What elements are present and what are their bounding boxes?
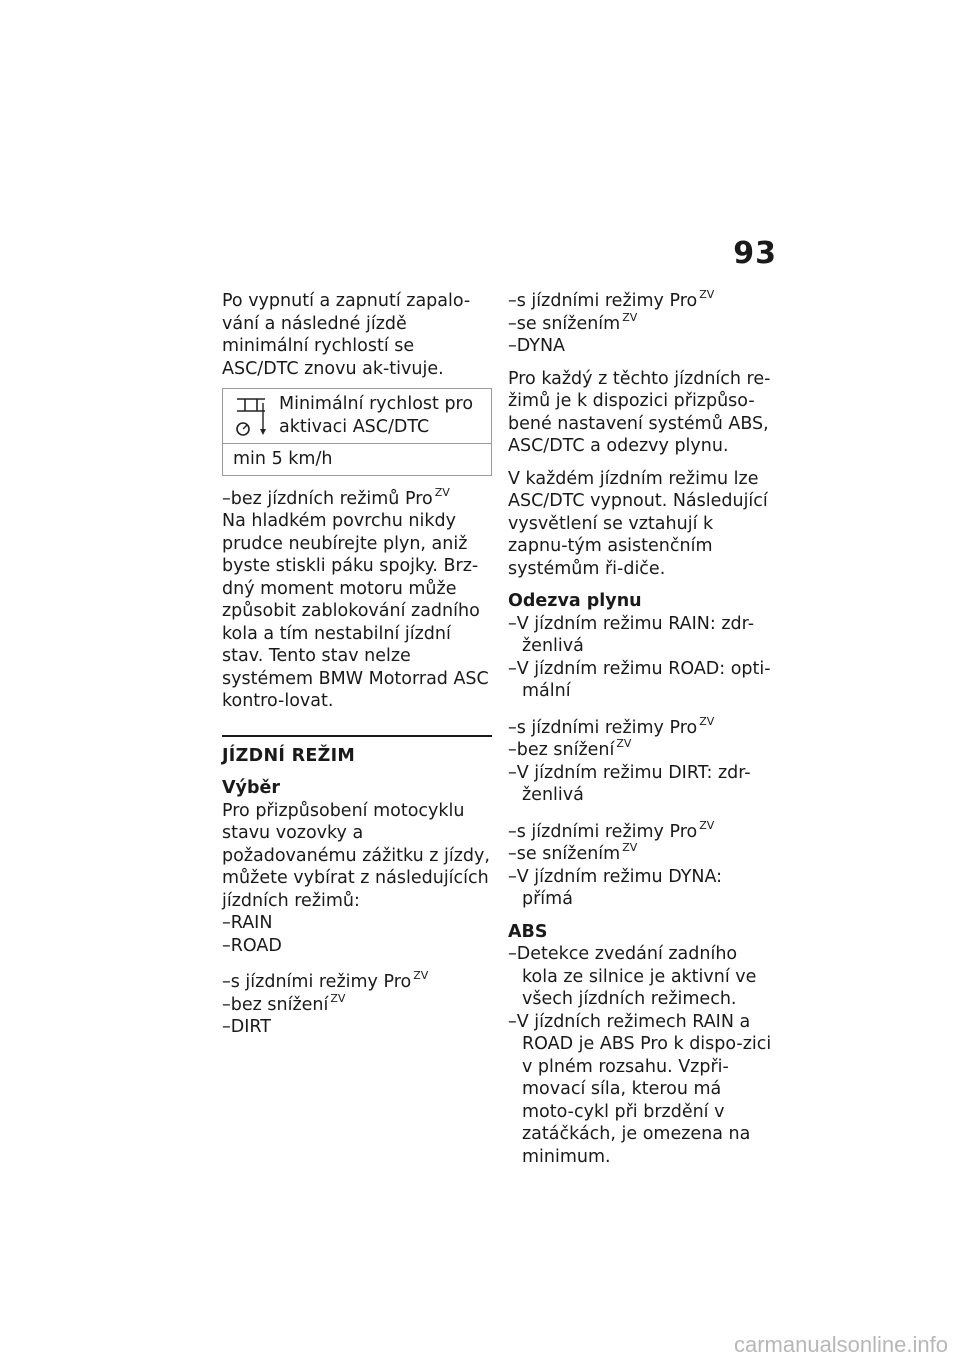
- mode-dyna: –DYNA: [508, 336, 566, 356]
- intro-paragraph: Po vypnutí a zapnutí zapalo-vání a následné jízdě minimální rychlostí se ASC/DTC znovu ak-tivuje.: [222, 291, 471, 379]
- pro-line-right-3: –s jízdními režimy Pro $^{ZV}$: [508, 818, 715, 842]
- spec-value: min 5 km/h: [223, 443, 491, 475]
- pro-line-right: –s jízdními režimy Pro $^{ZV}$: [508, 288, 715, 311]
- pro-line: –s jízdními režimy Pro $^{ZV}$: [222, 969, 429, 992]
- pro-line-right-2: –s jízdními režimy Pro $^{ZV}$: [508, 714, 715, 738]
- bez-line-right: –bez snížení $^{ZV}$: [508, 737, 632, 760]
- throttle-dyna: –V jízdním režimu DYNA: přímá: [508, 866, 723, 909]
- bez-line: –bez snížení $^{ZV}$: [222, 991, 346, 1015]
- speed-gauge-icon: [233, 393, 269, 439]
- throttle-road: –V jízdním režimu ROAD: opti-mální: [508, 658, 771, 701]
- right-column: [508, 290, 778, 1168]
- page-number: 93: [733, 236, 777, 271]
- mode-dirt: –DIRT: [222, 1017, 271, 1037]
- left-column: [222, 290, 492, 1039]
- section-title: JÍZDNÍ REŽIM: [222, 735, 492, 768]
- throttle-dirt: –V jízdním režimu DIRT: zdr-ženlivá: [508, 762, 751, 805]
- mode-rain: –RAIN: [222, 913, 273, 933]
- spec-table: [222, 388, 492, 476]
- paragraph-settings: Pro každý z těchto jízdních re-žimů je k dispozici přizpůso-bené nastavení systémů ABS, ASC/DTC a odezvy plynu.: [508, 368, 771, 456]
- se-line-right: –se snížením $^{ZV}$: [508, 310, 638, 334]
- se-line-right-2: –se snížením $^{ZV}$: [508, 841, 638, 864]
- abs-item-2: –V jízdních režimech RAIN a ROAD je ABS Pro k dispo-zici v plném rozsahu. Vzpři-movací síla, kterou má moto-cykl při brzdění v zatáčkách, je omezena na minimum.: [508, 1011, 772, 1167]
- spec-table-header: [223, 389, 491, 443]
- subheading-vyber: Výběr: [222, 778, 280, 798]
- throttle-heading: Odezva plynu: [508, 591, 642, 611]
- select-paragraph: Pro přizpůsobení motocyklu stavu vozovky a požadovanému zážitku z jízdy, můžete vybírat z následujících jízdních režimů:: [222, 800, 490, 911]
- throttle-rain: –V jízdním režimu RAIN: zdr-ženlivá: [508, 613, 755, 656]
- abs-item-1: –Detekce zvedání zadního kola ze silnice je aktivní ve všech jízdních režimech.: [508, 944, 757, 1009]
- spec-label: Minimální rychlost pro aktivaci ASC/DTC: [279, 394, 474, 437]
- condition-line: –bez jízdních režimů Pro $^{ZV}$: [222, 485, 450, 509]
- mode-road: –ROAD: [222, 935, 282, 956]
- footer-watermark: carmanualsonline.info: [733, 1332, 948, 1357]
- paragraph-asc: V každém jízdním režimu lze ASC/DTC vypnout. Následující vysvětlení se vztahují k zapnu-tým asistenčním systémům ři-diče.: [508, 468, 768, 579]
- abs-heading: ABS: [508, 921, 548, 942]
- warning-paragraph: Na hladkém povrchu nikdy prudce neubírejte plyn, aniž byste stiskli páku spojky. Brz-dný moment motoru může způsobit zablokování zadního kola a tím nestabilní jízdní stav. Tento stav nelze systémem BMW Motorrad ASC kontro-lovat.: [222, 511, 489, 711]
